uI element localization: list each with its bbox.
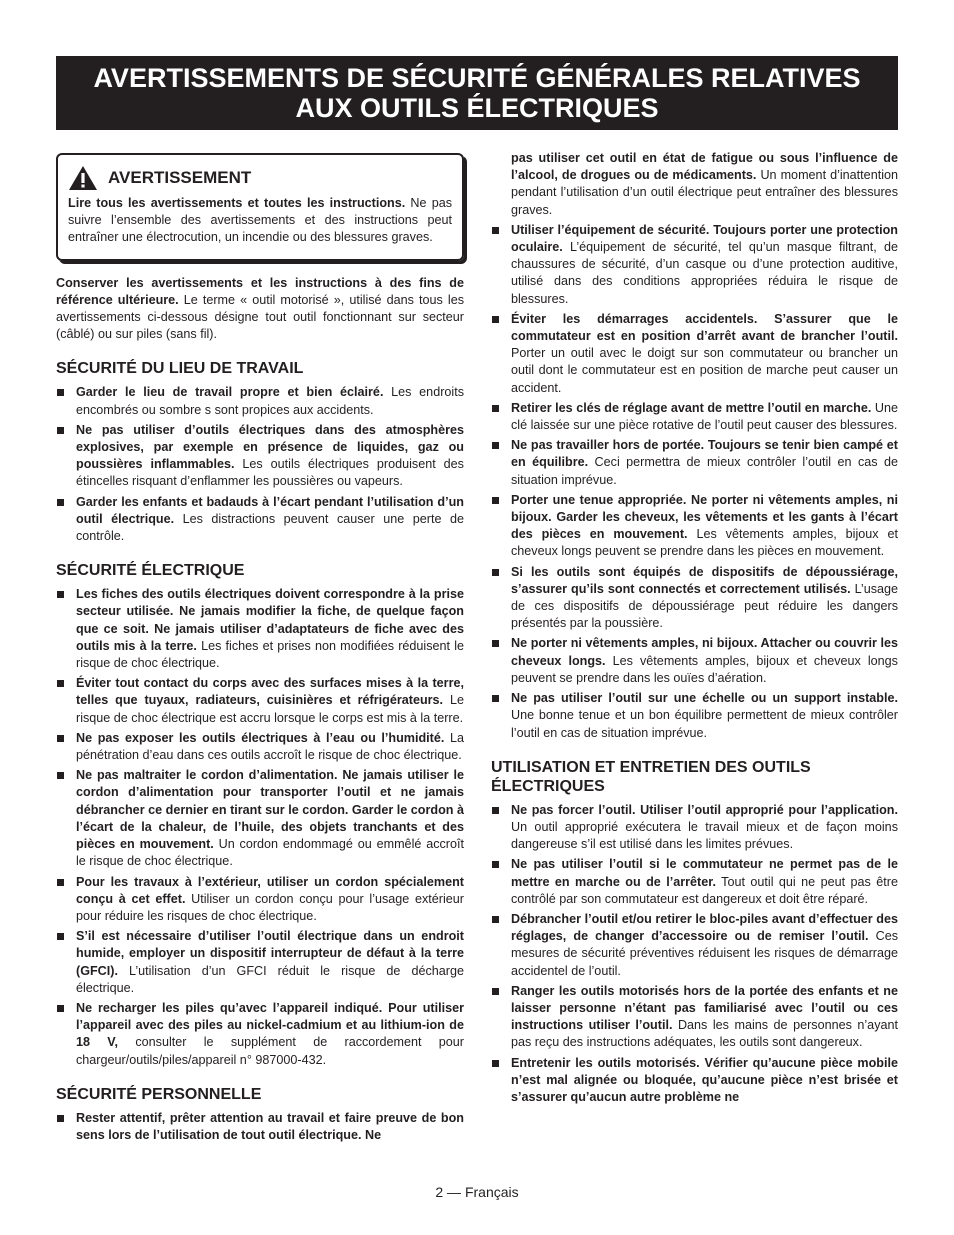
list-item: Garder le lieu de travail propre et bien éclairé. Les endroits encombrés ou sombre s sont propices aux accidents. (56, 384, 464, 418)
list-item: Si les outils sont équipés de dispositifs de dépoussiérage, s’assurer qu’ils sont connectés et correctement utilisés. L’usage de ces dispositifs de dépoussiérage peut réduire les dangers présentés par la poussière. (491, 564, 898, 633)
bullet (492, 227, 499, 234)
bullet (492, 640, 499, 647)
bullet (57, 933, 64, 940)
list-item: Ne pas exposer les outils électriques à l’eau ou l’humidité. La pénétration d’eau dans ces outils accroît le risque de choc électrique. (56, 730, 464, 764)
warning-text: Lire tous les avertissements et toutes les instructions. Ne pas suivre l’ensemble des avertissements et des instructions peut entraîner une électrocution, un incendie ou des blessures graves. (68, 196, 453, 245)
section-heading-tool-use: UTILISATION ET ENTRETIEN DES OUTILS ÉLECTRIQUES (491, 758, 811, 795)
list-item: Ne pas forcer l’outil. Utiliser l’outil approprié pour l’application. Un outil approprié exécutera le travail mieux et de façon moins dangereuse s’il est utilisé dans les limites prévues. (491, 802, 898, 854)
bullet (492, 405, 499, 412)
list-item: Ne porter ni vêtements amples, ni bijoux. Attacher ou couvrir les cheveux longs. Les vêtements amples, bijoux et cheveux longs peuvent se prendre dans les ouïes d’aération. (491, 635, 898, 687)
page-footer: 2 — Français (435, 1184, 519, 1200)
bullet (57, 591, 64, 598)
personal-list-continued (491, 222, 898, 742)
page-title (56, 56, 898, 130)
list-item: Ne pas utiliser d’outils électriques dans des atmosphères explosives, par exemple en présence de liquides, gaz ou poussières inflammables. Les outils électriques produisent des étincelles risquant d’enflammer les poussières ou vapeurs. (56, 422, 464, 491)
list-item: Ranger les outils motorisés hors de la portée des enfants et ne laisser personne n’étant pas familiarisé avec l’outil ou ces instructions utiliser l’outil. Dans les mains de personnes n’ayant pas reçu des instructions adéquates, les outils sont dangereux. (491, 983, 898, 1052)
tool-use-list (491, 802, 898, 1106)
bullet (57, 1005, 64, 1012)
bullet (492, 1060, 499, 1067)
section-heading-personal: SÉCURITÉ PERSONNELLE (56, 1085, 262, 1103)
title-line-2: AUX OUTILS ÉLECTRIQUES (295, 93, 659, 123)
warning-box (56, 153, 464, 261)
list-item: S’il est nécessaire d’utiliser l’outil électrique dans un endroit humide, employer un dispositif interrupteur de défaut à la terre (GFCI). L’utilisation d’un GFCI réduit le risque de décharge électrique. (56, 928, 464, 997)
list-item: Ne pas travailler hors de portée. Toujours se tenir bien campé et en équilibre. Ceci permettra de mieux contrôler l’outil en cas de situation imprévue. (491, 437, 898, 489)
list-item: Ne pas utiliser l’outil si le commutateur ne permet pas de le mettre en marche ou de l’arrêter. Tout outil qui ne peut pas être contrôlé par son commutateur est dangereux et doit être réparé. (491, 856, 898, 908)
list-item: Les fiches des outils électriques doivent correspondre à la prise secteur utilisée. Ne jamais modifier la fiche, de quelque façon que ce soit. Ne jamais utiliser d’adaptateurs de fiche avec des outils mis à la terre. Les fiches et prises non modifiées réduisent le risque de choc électrique. (56, 586, 464, 672)
warning-heading: AVERTISSEMENT (108, 168, 252, 188)
list-item: Ne pas utiliser l’outil sur une échelle ou un support instable. Une bonne tenue et un bon équilibre permettent de mieux contrôler l’outil en cas de situation imprévue. (491, 690, 898, 742)
bullet (57, 1115, 64, 1122)
bullet (492, 497, 499, 504)
list-item: Ne pas maltraiter le cordon d’alimentation. Ne jamais utiliser le cordon d’alimentation pour transporter l’outil et ne jamais débrancher ce dernier en tirant sur le cordon. Garder le cordon à l’écart de la chaleur, de l’huile, des objets tranchants et des pièces en mouvement. Un cordon endommagé ou emmêlé accroît le risque de choc électrique. (56, 767, 464, 870)
list-item: Utiliser l’équipement de sécurité. Toujours porter une protection oculaire. L’équipement de sécurité, tel qu’un masque filtrant, de chaussures de sécurité, d’un casque ou d’une protection auditive, utilisé dans des conditions appropriées réduira le risque de blessures. (491, 222, 898, 308)
list-item: Rester attentif, prêter attention au travail et faire preuve de bon sens lors de l’utilisation de tout outil électrique. Ne (56, 1110, 464, 1144)
title-line-1: AVERTISSEMENTS DE SÉCURITÉ GÉNÉRALES RELATIVES (93, 63, 861, 93)
workplace-list (56, 384, 464, 545)
intro-paragraph: Conserver les avertissements et les instructions à des fins de référence ultérieure. Le terme « outil motorisé », utilisé dans tous les avertissements ci-dessous désigne tout outil fonctionnant sur secteur (câblé) ou sur piles (sans fil). (56, 275, 464, 342)
continued-item-text: pas utiliser cet outil en état de fatigue ou sous l’influence de l’alcool, de drogues ou de médicaments. Un moment d’inattention pendant l’utilisation d’un outil électrique peut entraîner des blessures graves. (511, 151, 898, 217)
bullet (57, 772, 64, 779)
bullet (492, 861, 499, 868)
list-item: Pour les travaux à l’extérieur, utiliser un cordon spécialement conçu à cet effet. Utiliser un cordon conçu pour l’usage extérieur pour réduire les risques de choc électrique. (56, 874, 464, 926)
bullet (492, 316, 499, 323)
section-heading-electrical: SÉCURITÉ ÉLECTRIQUE (56, 562, 245, 580)
right-column (491, 150, 898, 1109)
list-item: Éviter tout contact du corps avec des surfaces mises à la terre, telles que tuyaux, radiateurs, cuisinières et réfrigérateurs. Le risque de choc électrique est accru lorsque le corps est mis à la terre. (56, 675, 464, 727)
bullet (492, 442, 499, 449)
list-item: Éviter les démarrages accidentels. S’assurer que le commutateur est en position d’arrêt avant de brancher l’outil. Porter un outil avec le doigt sur son commutateur ou brancher un outil dont le commutateur est en position de marche peut causer un accident. (491, 311, 898, 397)
list-item: Ne recharger les piles qu’avec l’appareil indiqué. Pour utiliser l’appareil avec des piles au nickel-cadmium et au lithium-ion de 18 V, consulter le supplément de raccordement pour chargeur/outils/piles/appareil n° 987000-432. (56, 1000, 464, 1069)
warning-header (68, 165, 452, 191)
personal-list (56, 1110, 464, 1144)
bullet (57, 735, 64, 742)
list-item: Entretenir les outils motorisés. Vérifier qu’aucune pièce mobile n’est mal alignée ou bloquée, qu’aucune pièce n’est brisée et s’assurer qu’aucun autre problème ne (491, 1055, 898, 1107)
bullet (492, 569, 499, 576)
bullet (57, 427, 64, 434)
bullet (57, 499, 64, 506)
bullet (492, 916, 499, 923)
left-column (56, 150, 464, 1147)
section-heading-workplace: SÉCURITÉ DU LIEU DE TRAVAIL (56, 360, 304, 378)
list-item: Garder les enfants et badauds à l’écart pendant l’utilisation d’un outil électrique. Les distractions peuvent causer une perte de contrôle. (56, 494, 464, 546)
bullet (492, 695, 499, 702)
list-item: Débrancher l’outil et/ou retirer le bloc-piles avant d’effectuer des réglages, de changer d’accessoire ou de remiser l’outil. Ces mesures de sécurité préventives réduisent les risques de démarrage accidentel de l’outil. (491, 911, 898, 980)
bullet (57, 680, 64, 687)
bullet (492, 988, 499, 995)
warning-triangle-icon (68, 165, 98, 191)
bullet (57, 389, 64, 396)
list-item: Retirer les clés de réglage avant de mettre l’outil en marche. Une clé laissée sur une pièce rotative de l’outil peut causer des blessures. (491, 400, 898, 434)
bullet (492, 807, 499, 814)
electrical-list (56, 586, 464, 1068)
list-item: Porter une tenue appropriée. Ne porter ni vêtements amples, ni bijoux. Garder les cheveux, les vêtements et les gants à l’écart des pièces en mouvement. Les vêtements amples, bijoux et cheveux longs peuvent se prendre dans les pièces en mouvement. (491, 492, 898, 561)
bullet (57, 879, 64, 886)
